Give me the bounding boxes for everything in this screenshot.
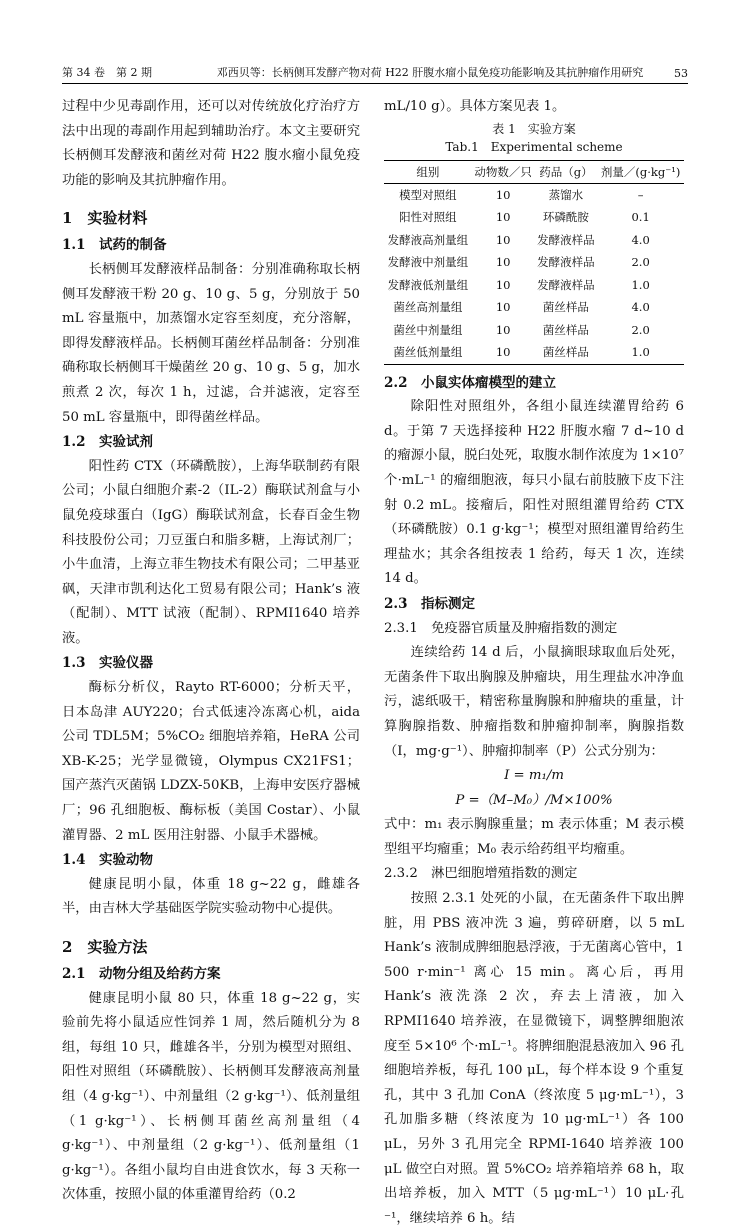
- table-cell: 阳性对照组: [399, 210, 457, 225]
- table-cell: 菌丝高剂量组: [393, 300, 463, 315]
- right-column: [384, 95, 684, 1231]
- table-cell: 10: [495, 255, 511, 270]
- table-cell: 环磷酰胺: [542, 210, 589, 225]
- table-header-cell: 剂量／(g·kg⁻¹): [597, 160, 684, 183]
- table-cell: 菌丝低剂量组: [384, 341, 472, 364]
- running-header: [62, 62, 688, 84]
- table-row: [384, 251, 684, 274]
- subsection-heading-1-2: 1.2 实验试剂: [62, 434, 153, 451]
- subsubsection-heading-2-3-2: 2.3.2 淋巴细胞增殖指数的测定: [384, 866, 578, 882]
- table-row: [384, 229, 684, 252]
- table-cell: 10: [495, 210, 511, 225]
- running-title: 邓西贝等：长柄侧耳发酵产物对荷 H22 肝腹水瘤小鼠免疫功能影响及其抗肿瘤作用研究: [216, 66, 644, 79]
- table-cell: 蒸馏水: [548, 187, 584, 202]
- table-cell: 发酵液中剂量组: [387, 255, 469, 270]
- paragraph-2-1: 健康昆明小鼠 80 只，体重 18 g~22 g，实验前先将小鼠适应性饲养 1 周，然后随机分为 8 组，每组 10 只，雌雄各半，分别为模型对照组、阳性对照组（环磷酰胺）、长柄侧耳发酵液高剂量组（4 g·kg⁻¹）、中剂量组（2 g·kg⁻¹）、低剂量组（1 g·kg⁻¹）、长柄侧耳菌丝高剂量组（4 g·kg⁻¹）、中剂量组（2 g·kg⁻¹）、低剂量组（1 g·kg⁻¹）。各组小鼠均自由进食饮水，每 3 天称一次体重，按照小鼠的体重灌胃给药（0.2: [62, 990, 360, 1203]
- table-row: [384, 341, 684, 364]
- table-row: [384, 296, 684, 319]
- paragraph-1-3: 酶标分析仪，Rayto RT-6000；分析天平，日本岛津 AUY220；台式低速冷冻离心机，aida 公司 TDL5M；5%CO₂ 细胞培养箱，HeRA 公司 XB-K-25；光学显微镜，Olympus CX21FS1；国产蒸汽灭菌锅 LDZX-50KB，上海申安医疗器械厂；96 孔细胞板、酶标板（美国 Costar）、小鼠灌胃器、2 mL 医用注射器、小鼠手术器械。: [62, 680, 360, 843]
- table-cell: 10: [495, 187, 511, 202]
- table-cell: 发酵液样品: [537, 277, 595, 292]
- subsubsection-heading-2-3-1: 2.3.1 免疫器官质量及肿瘤指数的测定: [384, 620, 618, 636]
- table-header-cell: 动物数／只: [472, 160, 535, 183]
- subsection-heading-2-2: 2.2 小鼠实体瘤模型的建立: [384, 374, 556, 391]
- section-heading-2: 2 实验方法: [62, 938, 148, 956]
- paragraph-1-2: 阳性药 CTX（环磷酰胺），上海华联制药有限公司；小鼠白细胞介素-2（IL-2）酶联试剂盒与小鼠免疫球蛋白（IgG）酶联试剂盒，长春百金生物科技股份公司；刀豆蛋白和脂多糖，上海试剂厂；小牛血清，上海立菲生物技术有限公司；二甲基亚砜，天津市凯利达化工贸易有限公司；Hank’s 液（配制）、MTT 试液（配制）、RPMI1640 培养液。: [62, 458, 360, 646]
- subsection-heading-2-3: 2.3 指标测定: [384, 595, 475, 612]
- continued-text: mL/10 g）。具体方案见表 1。: [384, 99, 566, 114]
- table-cell: 菌丝样品: [535, 341, 598, 364]
- experimental-scheme-table: [384, 160, 684, 365]
- table-cell: 1.0: [631, 277, 650, 292]
- paragraph-2-3-1: 连续给药 14 d 后，小鼠摘眼球取血后处死，无菌条件下取出胸腺及肿瘤块，用生理盐水冲净血污，滤纸吸干，精密称量胸腺和肿瘤块的重量，计算胸腺指数、肿瘤指数和肿瘤抑制率，胸腺指数（I，mg·g⁻¹）、肿瘤抑制率（P）公式分别为：: [384, 645, 684, 759]
- intro-paragraph: 过程中少见毒副作用，还可以对传统放化疗治疗方法中出现的毒副作用起到辅助治疗。本文主要研究长柄侧耳发酵液和菌丝对荷 H22 腹水瘤小鼠免疫功能的影响及其抗肿瘤作用。: [62, 99, 360, 188]
- table-header-cell: 组别: [384, 160, 472, 183]
- table-row: [384, 274, 684, 297]
- table-cell: 2.0: [631, 255, 650, 270]
- paragraph-1-4: 健康昆明小鼠，体重 18 g~22 g，雌雄各半，由吉林大学基础医学院实验动物中心提供。: [62, 876, 360, 917]
- table-cell: 菌丝样品: [542, 322, 589, 337]
- table-cell: 4.0: [631, 300, 650, 315]
- paragraph-2-3-2: 按照 2.3.1 处死的小鼠，在无菌条件下取出脾脏，用 PBS 液冲洗 3 遍，剪碎研磨，以 5 mL Hank’s 液制成脾细胞悬浮液，于无菌离心管中，1 500 r·min⁻¹ 离心 15 min。离心后，再用 Hank’s 液洗涤 2 次，弃去上清液，加入 RPMI1640 培养液，在显微镜下，调整脾细胞浓度至 5×10⁶ 个·mL⁻¹。将脾细胞混悬液加入 96 孔细胞培养板，每孔 100 μL，每个样本设 9 个重复孔，其中 3 孔加 ConA（终浓度 5 μg·mL⁻¹），3 孔加脂多糖（终浓度为 10 μg·mL⁻¹）各 100 μL，另外 3 孔用完全 RPMI-1640 培养液 100 μL 做空白对照。置 5%CO₂ 培养箱培养 68 h，取出培养板，加入 MTT（5 μg·mL⁻¹）10 μL·孔⁻¹，继续培养 6 h。结: [384, 891, 684, 1226]
- table-cell: 10: [495, 277, 511, 292]
- table-cell: –: [637, 187, 644, 202]
- left-column: [62, 95, 360, 1208]
- table-cell: 发酵液低剂量组: [387, 277, 469, 292]
- table-row: [384, 319, 684, 342]
- table-cell: 发酵液样品: [537, 255, 595, 270]
- table-header-cell: 药品（g）: [535, 160, 598, 183]
- paragraph-2-2: 除阳性对照组外，各组小鼠连续灌胃给药 6 d。于第 7 天选择接种 H22 肝腹水瘤 7 d~10 d 的瘤源小鼠，脱臼处死，取腹水制作浓度为 1×10⁷ 个·mL⁻¹ 的瘤细胞液，每只小鼠右前肢腋下皮下注射 0.2 mL。接瘤后，阳性对照组灌胃给药 CTX（环磷酰胺）0.1 g·kg⁻¹；模型对照组灌胃给药生理盐水；其余各组按表 1 给药，每天 1 次，连续 14 d。: [384, 399, 684, 587]
- subsection-heading-1-3: 1.3 实验仪器: [62, 655, 153, 672]
- table-cell: 菌丝样品: [542, 300, 589, 315]
- table-cell: 10: [495, 232, 511, 247]
- table-cell: 0.1: [631, 210, 650, 225]
- table-cell: 10: [472, 341, 535, 364]
- table-header-row: [384, 160, 684, 183]
- subsection-heading-1-4: 1.4 实验动物: [62, 852, 153, 869]
- table-cell: 菌丝中剂量组: [393, 322, 463, 337]
- paragraph-1-1: 长柄侧耳发酵液样品制备：分别准确称取长柄侧耳发酵液干粉 20 g、10 g、5 g，分别放于 50 mL 容量瓶中，加蒸馏水定容至刻度，充分溶解，即得发酵液样品。长柄侧耳菌丝样品制备：分别准确称取长柄侧耳干燥菌丝 20 g、10 g、5 g，加水煎煮 2 次，每次 1 h，过滤，合并滤液，定容至 50 mL 容量瓶中，即得菌丝样品。: [62, 261, 360, 425]
- table-row: [384, 206, 684, 229]
- table-cell: 发酵液样品: [537, 232, 595, 247]
- table-cell: 发酵液高剂量组: [387, 232, 469, 247]
- subsection-heading-1-1: 1.1 试药的制备: [62, 237, 167, 254]
- page-number: 53: [674, 67, 688, 80]
- formula-inhibition-rate: P =（M–M₀）/M×100%: [455, 792, 613, 808]
- table-row: [384, 183, 684, 206]
- table-cell: 4.0: [631, 232, 650, 247]
- table-caption: 表 1 实验方案: [492, 121, 576, 136]
- section-heading-1: 1 实验材料: [62, 209, 148, 228]
- table-cell: 2.0: [631, 322, 650, 337]
- journal-volume: 第 34 卷 第 2 期: [62, 66, 152, 79]
- table-cell: 10: [495, 322, 511, 337]
- table-caption-en: Tab.1 Experimental scheme: [445, 139, 623, 154]
- formula-thymus-index: I = m₁/m: [504, 768, 564, 784]
- table-cell: 模型对照组: [399, 187, 457, 202]
- formula-definitions: 式中：m₁ 表示胸腺重量；m 表示体重；M 表示模型组平均瘤重；M₀ 表示给药组平均瘤重。: [384, 817, 684, 857]
- table-cell: 10: [495, 300, 511, 315]
- table-cell: 1.0: [597, 341, 684, 364]
- subsection-heading-2-1: 2.1 动物分组及给药方案: [62, 966, 221, 982]
